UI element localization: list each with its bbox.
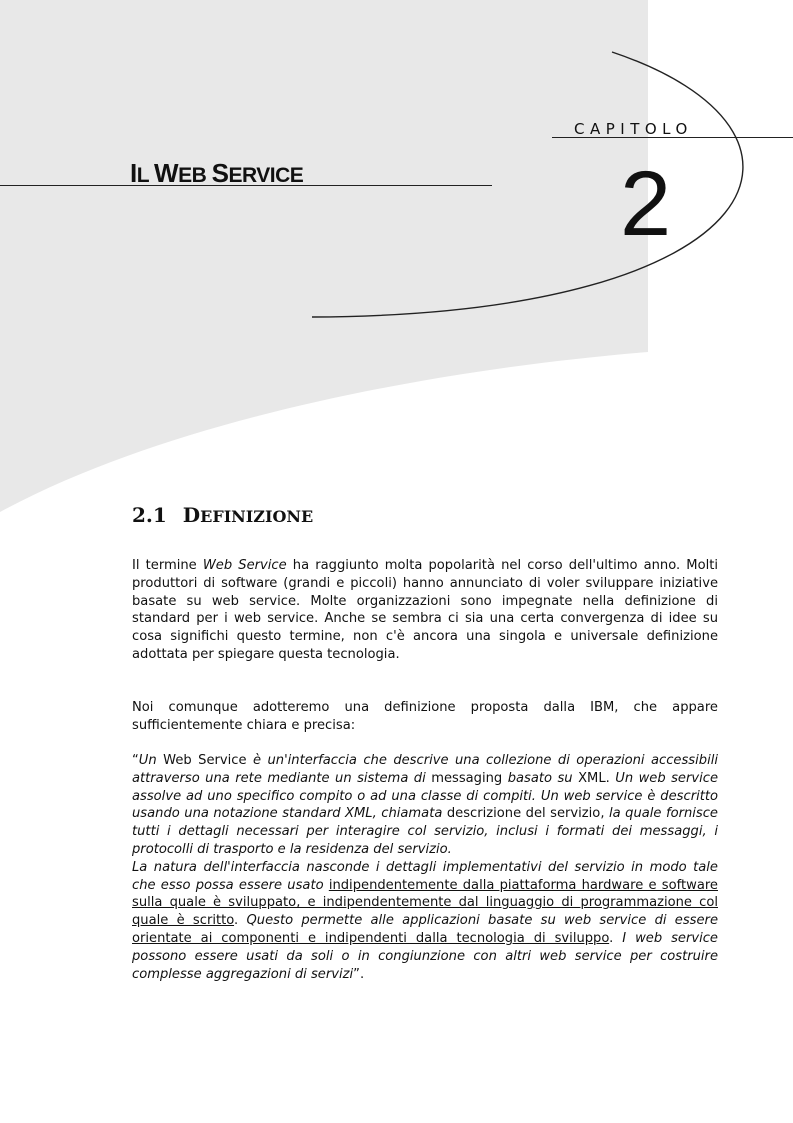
section-number: 2.1	[132, 503, 167, 527]
chapter-number: 2	[620, 153, 672, 255]
ibm-definition-quote: “Un Web Service è un'interfaccia che descrive una collezione di operazioni accessibili attraverso una rete mediante un sistema di messaging basato su XML. Un web service assolve ad uno specifico compito o ad una classe di compiti. Un web service è descritto usando una notazione standard XML, chiamata descrizione del servizio, la quale fornisce tutti i dettagli necessari per interagire col servizio, inclusi i formati dei messaggi, i protocolli di trasporto e la residenza del servizio. La natura dell'interfaccia nasconde i dettagli implementativi del servizio in modo tale che esso possa essere usato indipendentemente dalla piattaforma hardware e software sulla quale è sviluppato, e indipendentemente dal linguaggio di programmazione col quale è scritto. Questo permette alle applicazioni basate su web service di essere orientate ai componenti e indipendenti dalla tecnologia di sviluppo. I web service possono essere usati da soli o in congiunzione con altri web service per costruire complesse aggregazioni di servizi”.	[132, 753, 719, 982]
section-heading: 2.1 DEFINIZIONE	[132, 503, 314, 527]
chapter-label: CAPITOLO	[574, 120, 693, 138]
gray-background-shape	[0, 0, 648, 512]
paragraph-intro: Il termine Web Service ha raggiunto molta popolarità nel corso dell'ultimo anno. Molti produttori di software (grandi e piccoli) hanno annunciato di voler sviluppare iniziative basate su web service. Molte organizzazioni sono impegnate nella definizione di standard per i web service. Anche se sembra ci sia una certa convergenza di idee su cosa significhi questo termine, non c'è ancora una singola e universale definizione adottata per spiegare questa tecnologia.	[132, 558, 719, 662]
chapter-title: IL WEB SERVICE	[130, 158, 304, 188]
paragraph-ibm: Noi comunque adotteremo una definizione proposta dalla IBM, che appare sufficientemente chiara e precisa:	[132, 700, 718, 733]
